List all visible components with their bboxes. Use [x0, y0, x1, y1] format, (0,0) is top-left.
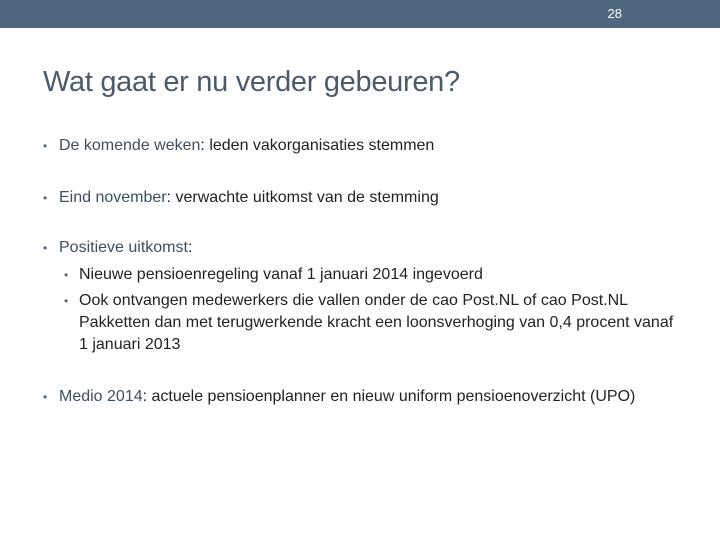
bullet-text: : actuele pensioenplanner en nieuw uniform pensioenoverzicht (UPO) [142, 388, 636, 405]
bullet-text: : verwachte uitkomst van de stemming [166, 189, 439, 206]
sub-bullet-marker: • [64, 268, 69, 282]
bullet-marker: • [43, 191, 48, 205]
bullet-item-1 [43, 135, 673, 157]
bullet-lead: Eind november [59, 189, 167, 206]
sub-bullet-item-1 [64, 264, 674, 286]
bullet-marker: • [43, 241, 48, 255]
sub-bullet-item-2 [64, 290, 674, 356]
bullet-item-2 [43, 187, 673, 209]
header-bar [0, 0, 720, 28]
bullet-text: : [187, 239, 193, 256]
sub-bullet-marker: • [64, 294, 69, 308]
bullet-lead: Positieve uitkomst [59, 239, 188, 256]
bullet-marker: • [43, 390, 48, 404]
slide-number: 28 [607, 6, 622, 21]
slide-title: Wat gaat er nu verder gebeuren? [43, 66, 460, 98]
bullet-lead: De komende weken [59, 137, 201, 154]
sub-bullet-text: Ook ontvangen medewerkers die vallen onder de cao Post.NL of cao Post.NL Pakketten dan met terugwerkende kracht een loonsverhoging van 0,4 procent vanaf 1 januari 2013 [79, 292, 674, 353]
bullet-marker: • [43, 139, 48, 153]
bullet-text: : leden vakorganisaties stemmen [200, 137, 435, 154]
sub-bullet-text: Nieuwe pensioenregeling vanaf 1 januari 2014 ingevoerd [79, 266, 483, 283]
bullet-item-3 [43, 237, 673, 259]
bullet-item-4 [43, 386, 673, 408]
bullet-lead: Medio 2014 [59, 388, 143, 405]
